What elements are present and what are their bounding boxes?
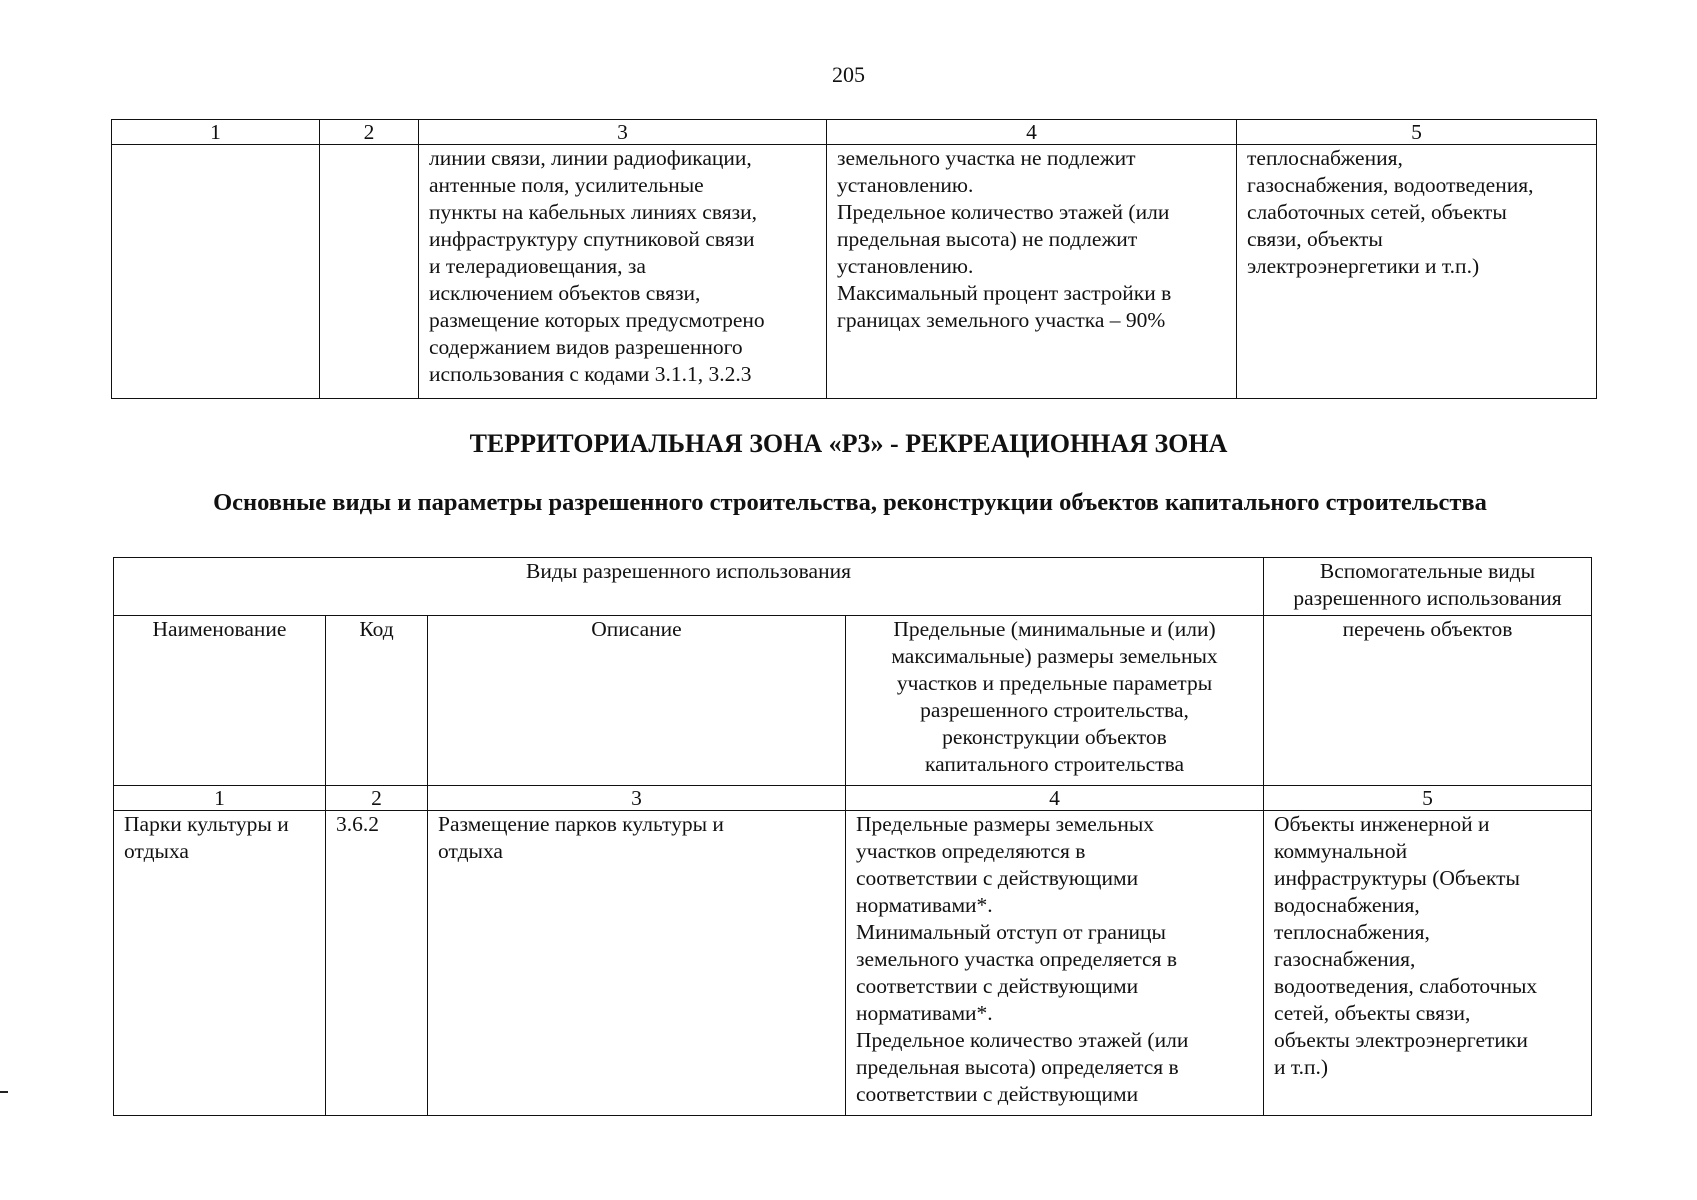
- table-header-row: [112, 120, 1597, 145]
- column-number: 2: [320, 120, 419, 145]
- header-code: Код: [326, 616, 428, 786]
- header-objects: перечень объектов: [1264, 616, 1592, 786]
- margin-mark: [0, 1091, 8, 1093]
- header-description: Описание: [428, 616, 846, 786]
- column-number: 1: [112, 120, 320, 145]
- column-number: 4: [827, 120, 1237, 145]
- continuation-table: [111, 119, 1597, 399]
- zone-title: ТЕРРИТОРИАЛЬНАЯ ЗОНА «Р3» - РЕКРЕАЦИОННАЯ ЗОНА: [469, 429, 1228, 458]
- table-cell-description: линии связи, линии радиофикации, антенные поля, усилительные пункты на кабельных линиях связи, инфраструктуру спутниковой связи и телерадиовещания, за исключением объектов связи, размещение которых предусмотрено содержанием видов разрешенного использования с кодами 3.1.1, 3.2.3: [419, 145, 827, 399]
- table-cell-code: 3.6.2: [326, 811, 428, 1116]
- table-cell-objects: Объекты инженерной и коммунальной инфраструктуры (Объекты водоснабжения, теплоснабжения, газоснабжения, водоотведения, слаботочных сетей, объекты связи, объекты электроэнергетики и т.п.): [1264, 811, 1592, 1116]
- table-cell-objects: теплоснабжения, газоснабжения, водоотведения, слаботочных сетей, объекты связи, объекты электроэнергетики и т.п.): [1237, 145, 1597, 399]
- page-number: 205: [832, 62, 865, 87]
- table-cell-name: [112, 145, 320, 399]
- column-number: 4: [846, 786, 1264, 811]
- column-header-row: [114, 616, 1592, 786]
- table-row: [114, 811, 1592, 1116]
- permitted-use-table: [113, 557, 1592, 1116]
- header-name: Наименование: [114, 616, 326, 786]
- column-number: 5: [1237, 120, 1597, 145]
- group-header: Виды разрешенного использования: [114, 558, 1264, 616]
- column-number: 1: [114, 786, 326, 811]
- group-header-row: [114, 558, 1592, 616]
- table-cell-description: Размещение парков культуры и отдыха: [428, 811, 846, 1116]
- column-number: 5: [1264, 786, 1592, 811]
- column-number: 3: [428, 786, 846, 811]
- aux-header: Вспомогательные виды разрешенного использования: [1264, 558, 1592, 616]
- header-limits: Предельные (минимальные и (или) максимальные) размеры земельных участков и предельные параметры разрешенного строительства, реконструкции объектов капитального строительства: [846, 616, 1264, 786]
- table-row: [112, 145, 1597, 399]
- section-title: Основные виды и параметры разрешенного строительства, реконструкции объектов капитального строительства: [213, 489, 1487, 516]
- column-number-row: [114, 786, 1592, 811]
- table-cell-limits: Предельные размеры земельных участков определяются в соответствии с действующими нормативами*. Минимальный отступ от границы земельного участка определяется в соответствии с действующими нормативами*. Предельное количество этажей (или предельная высота) определяется в соответствии с действующими: [846, 811, 1264, 1116]
- table-cell-code: [320, 145, 419, 399]
- table-cell-name: Парки культуры и отдыха: [114, 811, 326, 1116]
- table-cell-limits: земельного участка не подлежит установлению. Предельное количество этажей (или предельная высота) не подлежит установлению. Максимальный процент застройки в границах земельного участка – 90%: [827, 145, 1237, 399]
- column-number: 2: [326, 786, 428, 811]
- column-number: 3: [419, 120, 827, 145]
